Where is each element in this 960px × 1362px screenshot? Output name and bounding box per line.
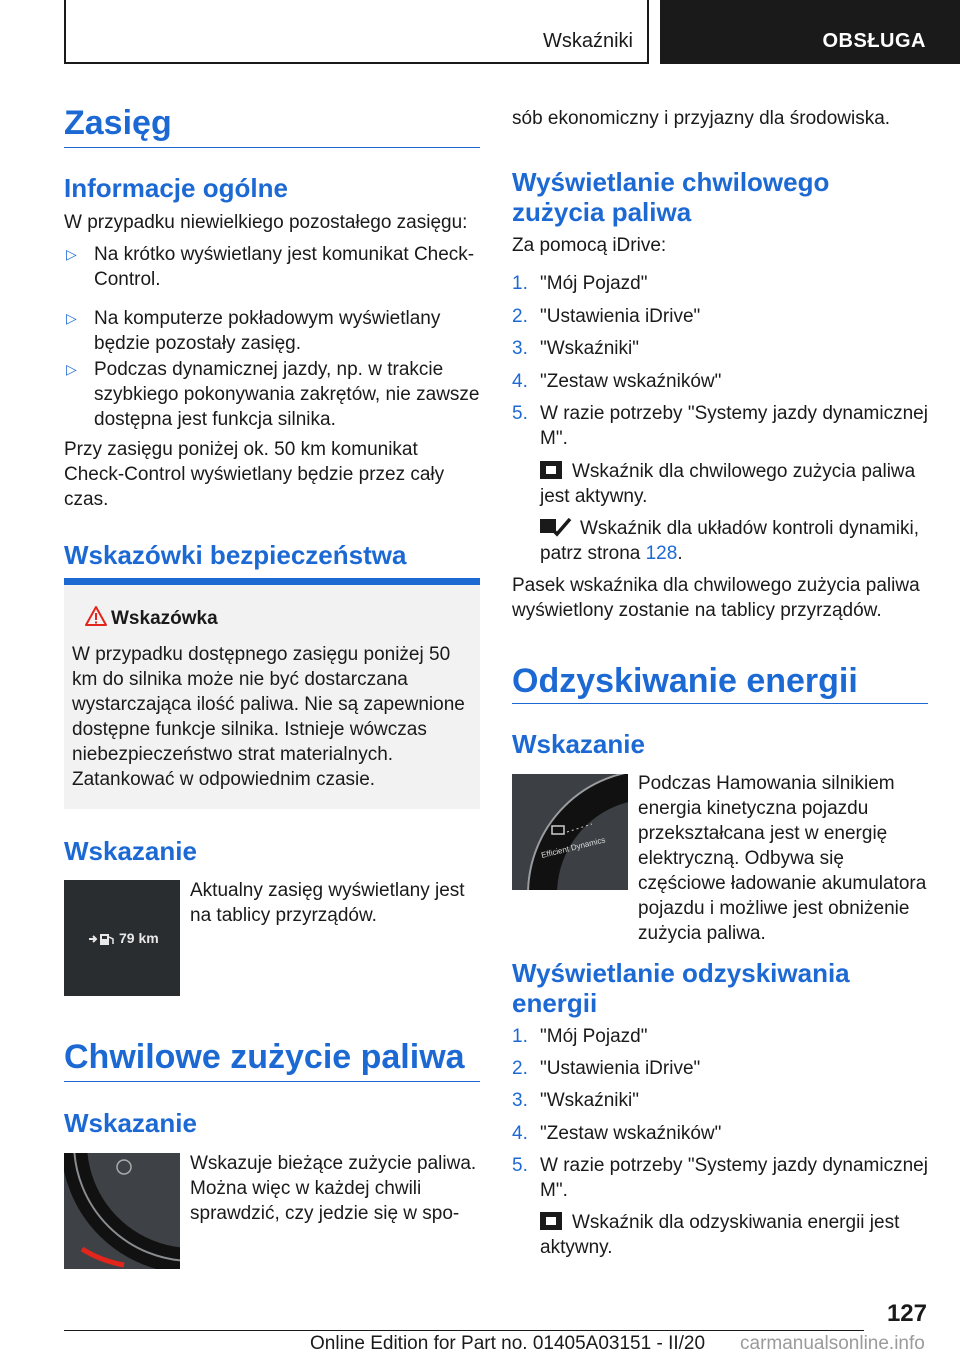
step-number: 3. <box>512 338 528 359</box>
footer-edition: Online Edition for Part no. 01405A03151 - II/20 <box>310 1333 706 1354</box>
title-rule <box>64 1081 480 1082</box>
checkbox-icon <box>540 1212 562 1230</box>
warning-text: W przypadku dostępnego zasięgu poniżej 50 km do silnika może nie być dostarczana wystarczająca ilość paliwa. Nie są zapewnione dostępne funkcje silnika. Istnieje wówczas niebezpieczeństwo strat materialnych. Zatankować w odpowiednim czasie. <box>72 644 465 790</box>
footer-watermark: carmanualsonline.info <box>740 1333 925 1354</box>
range-display-image <box>64 880 180 996</box>
title-rule <box>64 147 480 148</box>
list-item <box>64 242 480 292</box>
list-item <box>512 271 928 296</box>
paragraph-consumption: Wskazuje bieżące zużycie paliwa. Można więc w każdej chwili sprawdzić, czy jedzie się w spo- <box>190 1153 477 1224</box>
gauge-label: Efficient Dynamics <box>540 835 607 860</box>
checkbox-note-text: Wskaźnik dla odzyskiwania energii jest aktywny. <box>540 1212 900 1258</box>
subsection-general-info: Informacje ogólne <box>64 173 288 203</box>
consumption-gauge-image <box>64 1153 180 1269</box>
paragraph-range-note: Przy zasięgu poniżej ok. 50 km komunikat Check-Control wyświetlany będzie przez cały czas. <box>64 439 445 510</box>
subsection-show-consumption: Wyświetlanie chwilowego zużycia paliwa <box>512 167 830 227</box>
list-item <box>512 1088 928 1113</box>
step-number: 4. <box>512 1123 528 1144</box>
step-number: 1. <box>512 273 528 294</box>
warning-title: Wskazówka <box>111 608 218 629</box>
right-column <box>512 0 928 1300</box>
step-text: "Mój Pojazd" <box>540 1026 648 1047</box>
step-text: W razie potrzeby "Systemy jazdy dynamicznej M". <box>540 1155 928 1201</box>
list-item <box>512 336 928 361</box>
checkbox-note <box>540 1210 928 1260</box>
list-item-text: Na komputerze pokładowym wyświetlany będzie pozostały zasięg. <box>94 308 441 354</box>
warning-top-bar <box>64 578 480 585</box>
step-text: W razie potrzeby "Systemy jazdy dynamicznej M". <box>540 403 928 449</box>
page-reference-link[interactable]: 128 <box>645 543 678 564</box>
section-title-energy-recovery: Odzyskiwanie energii <box>512 662 858 700</box>
step-text: "Wskaźniki" <box>540 1090 639 1111</box>
step-number: 4. <box>512 371 528 392</box>
subsection-show-recovery: Wyświetlanie odzyskiwania energii <box>512 958 850 1018</box>
step-text: "Ustawienia iDrive" <box>540 1058 701 1079</box>
step-number: 5. <box>512 1155 528 1176</box>
checkmark-note-text: Wskaźnik dla układów kontroli dynamiki, patrz strona <box>540 518 919 564</box>
list-item-text: Na krótko wyświetlany jest komunikat Check-Control. <box>94 244 475 290</box>
header-section-label: Wskaźniki <box>542 30 633 52</box>
punctuation: . <box>677 543 683 564</box>
checkmark-note <box>540 516 928 566</box>
step-number: 2. <box>512 306 528 327</box>
checkbox-note <box>540 459 928 509</box>
section-title-consumption: Chwilowe zużycie paliwa <box>64 1038 465 1076</box>
footer-rule <box>64 1330 864 1331</box>
paragraph-intro: W przypadku niewielkiego pozostałego zasięgu: <box>64 212 468 233</box>
range-value: 79 km <box>119 930 159 946</box>
header-chapter-label: OBSŁUGA <box>822 30 926 52</box>
list-item <box>64 306 480 356</box>
step-text: "Wskaźniki" <box>540 338 639 359</box>
list-item-text: Podczas dynamicznej jazdy, np. w trakcie szybkiego pokonywania zakrętów, nie zawsze dostępna jest funkcja silnika. <box>94 359 480 430</box>
warning-triangle-icon <box>84 605 108 627</box>
step-text: "Ustawienia iDrive" <box>540 306 701 327</box>
paragraph-recovery-text: Podczas Hamowania silnikiem energia kinetyczna pojazdu przekształcana jest w energię elektryczną. Odbywa się częściowe ładowanie akumulatora pojazdu i możliwe jest obniżenie zużycia paliwa. <box>638 773 927 944</box>
checkbox-icon <box>540 461 562 479</box>
title-rule <box>512 703 928 704</box>
left-column <box>64 0 480 1300</box>
step-text: "Zestaw wskaźników" <box>540 371 722 392</box>
paragraph-bar: Pasek wskaźnika dla chwilowego zużycia paliwa wyświetlony zostanie na tablicy przyrządów. <box>512 575 920 621</box>
bullet-triangle-icon: ▷ <box>66 310 77 326</box>
step-number: 1. <box>512 1026 528 1047</box>
bullet-triangle-icon: ▷ <box>66 246 77 262</box>
page-number: 127 <box>886 1300 927 1327</box>
warning-box <box>64 578 480 809</box>
list-item <box>512 401 928 451</box>
gauge-graphic <box>512 774 628 890</box>
fuel-pump-icon <box>88 932 116 946</box>
paragraph-continuation: sób ekonomiczny i przyjazny dla środowiska. <box>512 108 891 129</box>
subsection-display: Wskazanie <box>64 1108 197 1138</box>
subsection-display: Wskazanie <box>512 729 645 759</box>
list-item <box>64 357 480 432</box>
checkbox-note-text: Wskaźnik dla chwilowego zużycia paliwa jest aktywny. <box>540 461 916 507</box>
section-title-range: Zasięg <box>64 104 172 142</box>
checkmark-icon <box>540 517 572 537</box>
list-item <box>512 1153 928 1203</box>
recovery-gauge-image <box>512 774 628 890</box>
step-text: "Zestaw wskaźników" <box>540 1123 722 1144</box>
paragraph-idrive: Za pomocą iDrive: <box>512 235 667 256</box>
list-item <box>512 1121 928 1146</box>
paragraph-range-display: Aktualny zasięg wyświetlany jest na tablicy przyrządów. <box>190 880 465 926</box>
list-item <box>512 369 928 394</box>
step-text: "Mój Pojazd" <box>540 273 648 294</box>
step-number: 3. <box>512 1090 528 1111</box>
subsection-safety: Wskazówki bezpieczeństwa <box>64 540 407 570</box>
list-item <box>512 1056 928 1081</box>
list-item <box>512 304 928 329</box>
subsection-display: Wskazanie <box>64 836 197 866</box>
step-number: 2. <box>512 1058 528 1079</box>
gauge-graphic <box>64 1153 180 1269</box>
list-item <box>512 1024 928 1049</box>
bullet-triangle-icon: ▷ <box>66 361 77 377</box>
step-number: 5. <box>512 403 528 424</box>
paragraph-recovery <box>638 771 928 946</box>
